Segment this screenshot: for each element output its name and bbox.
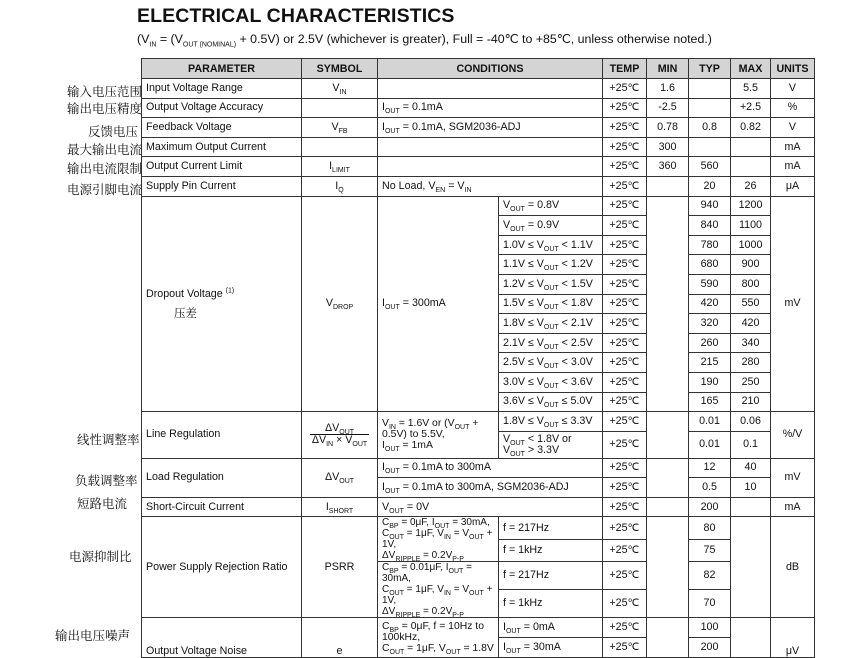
electrical-characteristics-table [141, 58, 815, 658]
typ-cell: 940 [689, 196, 731, 216]
typ-cell: 190 [689, 372, 731, 392]
typ-cell: 560 [689, 157, 731, 177]
param-cell: Power Supply Rejection Ratio [142, 517, 302, 618]
typ-cell: 82 [689, 562, 731, 590]
subcondition-cell: $1.8V \le V_{OUT} < 2.1V$ [499, 314, 603, 334]
unit-cell: mV [771, 458, 815, 497]
typ-cell: 0.01 [689, 412, 731, 432]
subcondition-cell: $3.6V \le V_{OUT} \le 5.0V$ [499, 392, 603, 412]
temp-cell: +25℃ [603, 333, 647, 353]
temp-cell: +25℃ [603, 412, 647, 432]
condition-cell [378, 137, 603, 157]
page-title: ELECTRICAL CHARACTERISTICS [137, 5, 455, 27]
temp-cell: +25℃ [603, 539, 647, 562]
header-row [142, 59, 815, 79]
temp-cell: +25℃ [603, 274, 647, 294]
condition-cell: $C_{BP} = 0\mu F$, f = 10Hz to 100kHz, $C_{OUT} = 1\mu F$, $V_{OUT} = 1.8V$ [378, 618, 499, 657]
param-cell: Maximum Output Current [142, 137, 302, 157]
table-row [142, 118, 815, 138]
subcondition-cell: $2.1V \le V_{OUT} < 2.5V$ [499, 333, 603, 353]
unit-cell: %/V [771, 412, 815, 459]
param-cell: Load Regulation [142, 458, 302, 497]
typ-cell: 100 [689, 618, 731, 638]
typ-cell [689, 137, 731, 157]
max-cell [731, 137, 771, 157]
condition-cell: $I_{OUT} = 0.1mA$ to 300mA [378, 458, 603, 478]
min-cell [647, 517, 689, 618]
temp-cell: +25℃ [603, 618, 647, 638]
typ-cell: 0.8 [689, 118, 731, 138]
typ-cell: 420 [689, 294, 731, 314]
unit-cell: μA [771, 176, 815, 196]
temp-cell: +25℃ [603, 314, 647, 334]
typ-cell: 200 [689, 638, 731, 658]
condition-cell: $C_{BP} = 0.01\mu F$, $I_{OUT} = 30mA$, $C_{OUT} = 1\mu F$, $V_{IN} = V_{OUT} + 1V$, $\Delta V_{RIPPLE} = 0.2V_{P-P}$ [378, 562, 499, 618]
typ-cell: 590 [689, 274, 731, 294]
symbol-cell: $I_Q$ [302, 176, 378, 196]
max-cell: 1200 [731, 196, 771, 216]
condition-cell: No Load, $V_{EN} = V_{IN}$ [378, 176, 603, 196]
max-cell: 900 [731, 255, 771, 275]
cn-max-output: 最大输出电流 [67, 142, 143, 157]
temp-cell: +25℃ [603, 137, 647, 157]
cn-short-circuit: 短路电流 [77, 496, 128, 511]
table-row [142, 196, 815, 216]
param-cell: Input Voltage Range [142, 79, 302, 99]
max-cell: 210 [731, 392, 771, 412]
max-cell: 340 [731, 333, 771, 353]
min-cell [647, 176, 689, 196]
param-cell-dropout: Dropout Voltage $^{(1)}$ 压差 [142, 196, 302, 412]
temp-cell: +25℃ [603, 562, 647, 590]
condition-cell [378, 157, 603, 177]
max-cell: 5.5 [731, 79, 771, 99]
max-cell: +2.5 [731, 98, 771, 118]
param-cell: Short-Circuit Current [142, 497, 302, 517]
subcondition-cell: $V_{OUT} = 0.8V$ [499, 196, 603, 216]
table-row [142, 458, 815, 478]
cn-input-range: 输入电压范围 [67, 84, 143, 99]
table-row [142, 137, 815, 157]
condition-cell: $V_{OUT} = 0V$ [378, 497, 603, 517]
unit-cell: μV [771, 618, 815, 657]
subcondition-cell: $V_{OUT} = 0.9V$ [499, 216, 603, 236]
condition-cell: $C_{BP} = 0\mu F$, $I_{OUT} = 30mA$, $C_{OUT} = 1\mu F$, $V_{IN} = V_{OUT} + 1V$, $\Delta V_{RIPPLE} = 0.2V_{P-P}$ [378, 517, 499, 562]
min-cell [647, 497, 689, 517]
table-row [142, 618, 815, 638]
temp-cell: +25℃ [603, 517, 647, 540]
cn-dropout: 压差 [174, 305, 197, 320]
condition-cell: $V_{IN} = 1.6V$ or $(V_{OUT} + 0.5V)$ to 5.5V, $I_{OUT} = 1mA$ [378, 412, 499, 459]
temp-cell: +25℃ [603, 79, 647, 99]
table-row [142, 412, 815, 432]
min-cell: 0.78 [647, 118, 689, 138]
typ-cell [689, 98, 731, 118]
cn-load-regulation: 负载调整率 [75, 473, 138, 488]
symbol-cell: e [302, 618, 378, 657]
condition-cell [378, 79, 603, 99]
min-cell [647, 412, 689, 459]
typ-cell: 0.5 [689, 478, 731, 498]
max-cell [731, 497, 771, 517]
symbol-cell: $V_{FB}$ [302, 118, 378, 138]
min-cell: 300 [647, 137, 689, 157]
typ-cell: 70 [689, 590, 731, 618]
temp-cell: +25℃ [603, 255, 647, 275]
header-max: MAX [731, 59, 771, 79]
unit-cell: % [771, 98, 815, 118]
header-typ: TYP [689, 59, 731, 79]
temp-cell: +25℃ [603, 98, 647, 118]
subcondition-cell: $1.0V \le V_{OUT} < 1.1V$ [499, 235, 603, 255]
unit-cell: mV [771, 196, 815, 412]
max-cell [731, 157, 771, 177]
param-cell: Output Current Limit [142, 157, 302, 177]
typ-cell: 260 [689, 333, 731, 353]
param-cell: Supply Pin Current [142, 176, 302, 196]
temp-cell: +25℃ [603, 431, 647, 458]
symbol-cell: $I_{SHORT}$ [302, 497, 378, 517]
subcondition-cell: $2.5V \le V_{OUT} < 3.0V$ [499, 353, 603, 373]
condition-cell: $I_{OUT} = 300mA$ [378, 196, 499, 412]
temp-cell: +25℃ [603, 176, 647, 196]
typ-cell: 780 [689, 235, 731, 255]
max-cell: 40 [731, 458, 771, 478]
symbol-cell: $\frac{\Delta V_{OUT}}{\Delta V_{IN} \times V_{OUT}}$ [302, 412, 378, 459]
header-symbol: SYMBOL [302, 59, 378, 79]
subcondition-cell: $3.0V \le V_{OUT} < 3.6V$ [499, 372, 603, 392]
max-cell: 250 [731, 372, 771, 392]
param-cell: Feedback Voltage [142, 118, 302, 138]
min-cell [647, 618, 689, 657]
typ-cell: 75 [689, 539, 731, 562]
typ-cell: 320 [689, 314, 731, 334]
typ-cell: 200 [689, 497, 731, 517]
symbol-cell: PSRR [302, 517, 378, 618]
subcondition-cell: $1.2V \le V_{OUT} < 1.5V$ [499, 274, 603, 294]
cn-feedback: 反馈电压 [88, 124, 139, 139]
table-row [142, 497, 815, 517]
subcondition-cell: f = 217Hz [499, 517, 603, 540]
typ-cell: 80 [689, 517, 731, 540]
symbol-cell: $V_{DROP}$ [302, 196, 378, 412]
unit-cell: mA [771, 497, 815, 517]
max-cell: 1000 [731, 235, 771, 255]
max-cell: 420 [731, 314, 771, 334]
temp-cell: +25℃ [603, 638, 647, 658]
temp-cell: +25℃ [603, 216, 647, 236]
symbol-cell: $\Delta V_{OUT}$ [302, 458, 378, 497]
temp-cell: +25℃ [603, 497, 647, 517]
typ-cell: 680 [689, 255, 731, 275]
unit-cell: V [771, 118, 815, 138]
temp-cell: +25℃ [603, 458, 647, 478]
max-cell: 26 [731, 176, 771, 196]
condition-cell: $I_{OUT} = 0.1mA$, SGM2036-ADJ [378, 118, 603, 138]
cn-supply-current: 电源引脚电流 [67, 182, 143, 197]
typ-cell: 165 [689, 392, 731, 412]
min-cell: -2.5 [647, 98, 689, 118]
min-cell: 360 [647, 157, 689, 177]
max-cell: 280 [731, 353, 771, 373]
param-cell: Line Regulation [142, 412, 302, 459]
table-row [142, 98, 815, 118]
temp-cell: +25℃ [603, 392, 647, 412]
param-cell: Output Voltage Accuracy [142, 98, 302, 118]
header-parameter: PARAMETER [142, 59, 302, 79]
max-cell: 0.82 [731, 118, 771, 138]
min-cell [647, 458, 689, 497]
cn-noise: 输出电压噪声 [55, 628, 131, 643]
header-conditions: CONDITIONS [378, 59, 603, 79]
temp-cell: +25℃ [603, 353, 647, 373]
max-cell: 10 [731, 478, 771, 498]
cn-output-accuracy: 输出电压精度 [67, 101, 143, 116]
max-cell: 1100 [731, 216, 771, 236]
typ-cell: 840 [689, 216, 731, 236]
subcondition-cell: $I_{OUT} = 0mA$ [499, 618, 603, 638]
subcondition-cell: f = 1kHz [499, 590, 603, 618]
typ-cell [689, 79, 731, 99]
header-units: UNITS [771, 59, 815, 79]
subcondition-cell: $1.1V \le V_{OUT} < 1.2V$ [499, 255, 603, 275]
temp-cell: +25℃ [603, 196, 647, 216]
condition-cell: $I_{OUT} = 0.1mA$ to 300mA, SGM2036-ADJ [378, 478, 603, 498]
max-cell: 550 [731, 294, 771, 314]
max-cell: 800 [731, 274, 771, 294]
cn-current-limit: 输出电流限制 [67, 161, 143, 176]
symbol-cell [302, 137, 378, 157]
cn-line-regulation: 线性调整率 [77, 432, 140, 447]
table-row [142, 176, 815, 196]
subcondition-cell: f = 217Hz [499, 562, 603, 590]
min-cell [647, 196, 689, 412]
cn-psrr: 电源抑制比 [69, 549, 132, 564]
subcondition-cell: $I_{OUT} = 30mA$ [499, 638, 603, 658]
unit-cell: mA [771, 137, 815, 157]
subcondition-cell: f = 1kHz [499, 539, 603, 562]
temp-cell: +25℃ [603, 294, 647, 314]
table-row [142, 517, 815, 540]
symbol-cell [302, 98, 378, 118]
max-cell: 0.06 [731, 412, 771, 432]
unit-cell: mA [771, 157, 815, 177]
temp-cell: +25℃ [603, 235, 647, 255]
unit-cell: V [771, 79, 815, 99]
condition-cell: $I_{OUT} = 0.1mA$ [378, 98, 603, 118]
typ-cell: 20 [689, 176, 731, 196]
max-cell [731, 517, 771, 618]
temp-cell: +25℃ [603, 478, 647, 498]
subcondition-cell: $V_{OUT} < 1.8V$ or $V_{OUT} > 3.3V$ [499, 431, 603, 458]
conditions-subtitle: ($V_{IN} = (V_{OUT (NOMINAL)} + 0.5V)$ or 2.5V (whichever is greater), Full = -40℃ to +85℃, unless otherwise noted.) [137, 32, 712, 49]
symbol-cell: $I_{LIMIT}$ [302, 157, 378, 177]
header-temp: TEMP [603, 59, 647, 79]
param-cell: Output Voltage Noise [142, 618, 302, 657]
subcondition-cell: $1.5V \le V_{OUT} < 1.8V$ [499, 294, 603, 314]
temp-cell: +25℃ [603, 157, 647, 177]
typ-cell: 215 [689, 353, 731, 373]
max-cell [731, 618, 771, 657]
table-row [142, 79, 815, 99]
symbol-cell: $V_{IN}$ [302, 79, 378, 99]
temp-cell: +25℃ [603, 118, 647, 138]
max-cell: 0.1 [731, 431, 771, 458]
header-min: MIN [647, 59, 689, 79]
temp-cell: +25℃ [603, 372, 647, 392]
min-cell: 1.6 [647, 79, 689, 99]
typ-cell: 12 [689, 458, 731, 478]
temp-cell: +25℃ [603, 590, 647, 618]
subcondition-cell: $1.8V \le V_{OUT} \le 3.3V$ [499, 412, 603, 432]
table-row [142, 157, 815, 177]
unit-cell: dB [771, 517, 815, 618]
typ-cell: 0.01 [689, 431, 731, 458]
